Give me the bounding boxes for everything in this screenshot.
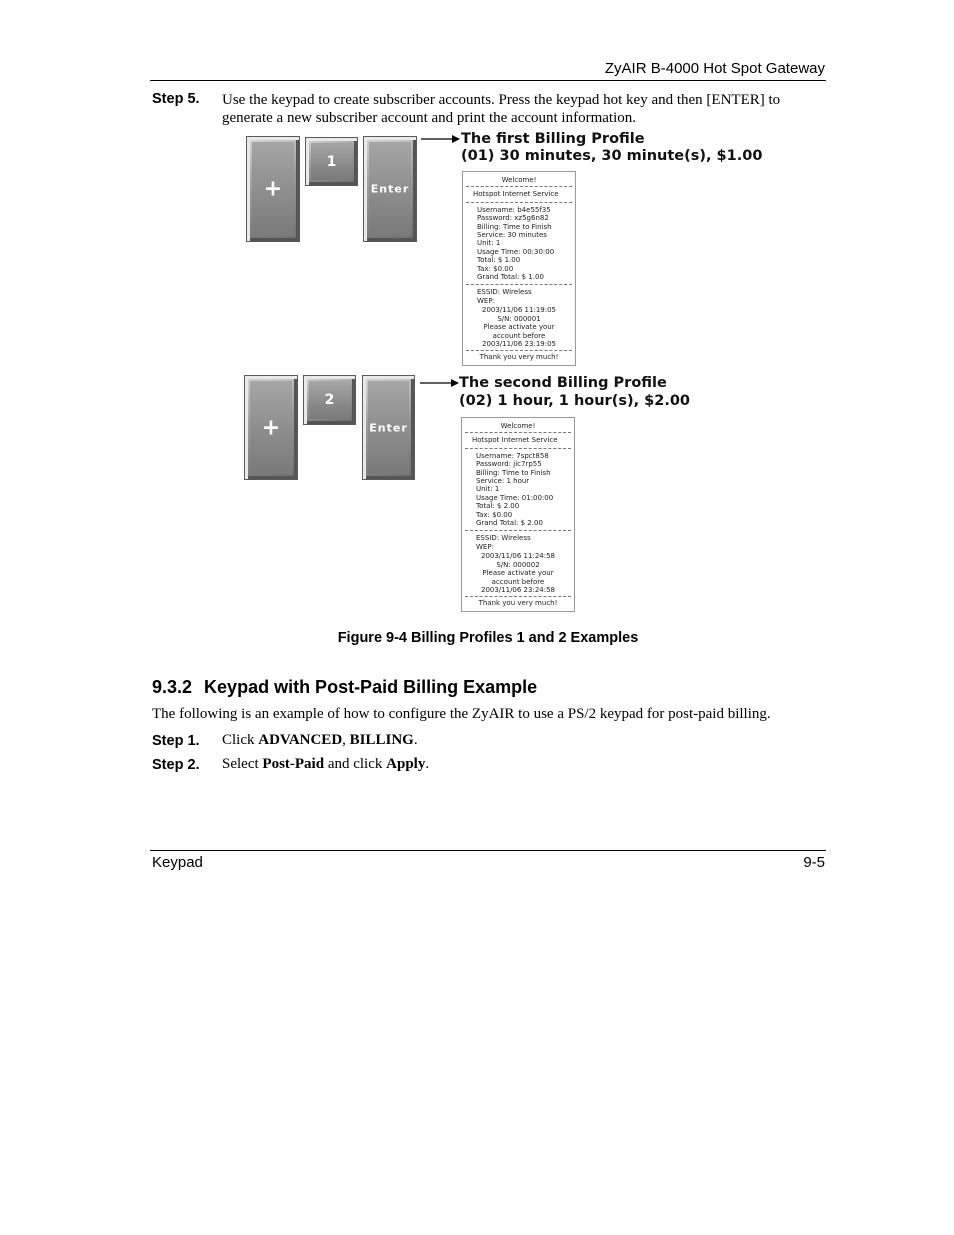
section-heading xyxy=(152,677,537,698)
receipt-line: Please activate your xyxy=(482,569,554,578)
receipt-line: 2003/11/06 23:24:58 xyxy=(480,585,555,594)
receipt-line: Username: b4e55f35 xyxy=(477,205,551,214)
receipt-line: ESSID: Wireless xyxy=(476,534,531,543)
receipt-line: Unit: 1 xyxy=(477,239,501,248)
receipt-line: Tax: $0.00 xyxy=(477,264,514,273)
section-number: 9.3.2 xyxy=(152,677,193,697)
running-header: ZyAIR B-4000 Hot Spot Gateway xyxy=(604,60,825,77)
number-key-2: 2 xyxy=(303,375,356,425)
enter-key: Enter xyxy=(362,375,415,480)
receipt-line: 2003/11/06 11:19:05 xyxy=(481,306,556,315)
footer-rule xyxy=(150,850,826,851)
advanced-menu-ref: ADVANCED xyxy=(258,732,343,748)
profile1-subtitle: (01) 30 minutes, 30 minute(s), $1.00 xyxy=(461,148,763,164)
receipt-line: account before xyxy=(491,577,545,586)
profile2-title: The second Billing Profile xyxy=(459,375,667,391)
receipt-line: 2003/11/06 23:19:05 xyxy=(481,339,556,348)
enter-key: Enter xyxy=(363,136,417,242)
step5-label: Step 5. xyxy=(152,91,200,107)
receipt-line: Password: xz5g6n82 xyxy=(477,214,549,223)
footer-chapter: Keypad xyxy=(152,854,203,871)
receipt-profile1 xyxy=(462,171,576,366)
receipt-line: 2003/11/06 11:24:58 xyxy=(480,552,555,561)
step1-text: Click ADVANCED, BILLING. xyxy=(222,732,418,748)
step2-label: Step 2. xyxy=(152,757,200,773)
receipt-thanks: Thank you very much! xyxy=(479,353,559,362)
profile2-subtitle: (02) 1 hour, 1 hour(s), $2.00 xyxy=(459,393,691,409)
receipt-line: S/N: 000001 xyxy=(497,314,541,323)
plus-key: + xyxy=(244,375,298,480)
receipt-line: Service: 30 minutes xyxy=(477,231,547,240)
apply-button-ref: Apply xyxy=(386,756,426,772)
arrow-right-icon xyxy=(419,376,459,390)
step1-label: Step 1. xyxy=(152,733,200,749)
receipt-line: WEP: xyxy=(477,296,495,305)
receipt-line: Total: $ 1.00 xyxy=(477,256,521,265)
receipt-line: S/N: 000002 xyxy=(496,560,540,569)
receipt-line: Usage Time: 01:00:00 xyxy=(476,493,554,502)
figure-caption: Figure 9-4 Billing Profiles 1 and 2 Examples xyxy=(337,630,639,646)
receipt-welcome: Welcome! xyxy=(501,176,537,184)
receipt-line: Username: 7spct858 xyxy=(476,451,549,460)
receipt-line: WEP: xyxy=(476,542,494,551)
receipt-line: Password: jic7rp55 xyxy=(476,460,542,469)
receipt-line: Billing: Time to Finish xyxy=(477,222,552,231)
footer-page-number: 9-5 xyxy=(803,854,825,871)
receipt-thanks: Thank you very much! xyxy=(478,599,558,608)
plus-key: + xyxy=(246,136,300,242)
receipt-service: Hotspot Internet Service xyxy=(473,190,559,199)
receipt-line: Please activate your xyxy=(483,323,555,332)
header-rule xyxy=(150,80,826,81)
receipt-line: Unit: 1 xyxy=(476,485,500,494)
step5-line1: Use the keypad to create subscriber accounts. Press the keypad hot key and then [ENTER] to xyxy=(222,92,781,108)
arrow-right-icon xyxy=(420,132,460,146)
receipt-line: Tax: $0.00 xyxy=(476,510,513,519)
post-paid-option-ref: Post-Paid xyxy=(262,756,325,772)
receipt-line: Total: $ 2.00 xyxy=(476,502,520,511)
receipt-line: Service: 1 hour xyxy=(476,477,530,486)
step5-line2: generate a new subscriber account and print the account information. xyxy=(222,110,637,126)
receipt-profile2 xyxy=(461,417,575,612)
profile1-title: The first Billing Profile xyxy=(461,131,645,147)
intro-paragraph: The following is an example of how to configure the ZyAIR to use a PS/2 keypad for post-paid billing. xyxy=(152,706,771,722)
receipt-service: Hotspot Internet Service xyxy=(472,436,558,445)
receipt-line: Usage Time: 00:30:00 xyxy=(477,247,555,256)
step2-text: Select Post-Paid and click Apply. xyxy=(222,756,430,772)
billing-menu-ref: BILLING xyxy=(349,732,414,748)
step5-text xyxy=(222,91,822,127)
receipt-line: account before xyxy=(492,331,546,340)
receipt-line: Grand Total: $ 1.00 xyxy=(477,273,544,282)
receipt-line: ESSID: Wireless xyxy=(477,288,532,297)
section-title: Keypad with Post-Paid Billing Example xyxy=(204,677,538,697)
receipt-line: Grand Total: $ 2.00 xyxy=(476,519,543,528)
receipt-line: Billing: Time to Finish xyxy=(476,468,551,477)
number-key-1: 1 xyxy=(305,137,358,186)
receipt-welcome: Welcome! xyxy=(500,422,536,430)
